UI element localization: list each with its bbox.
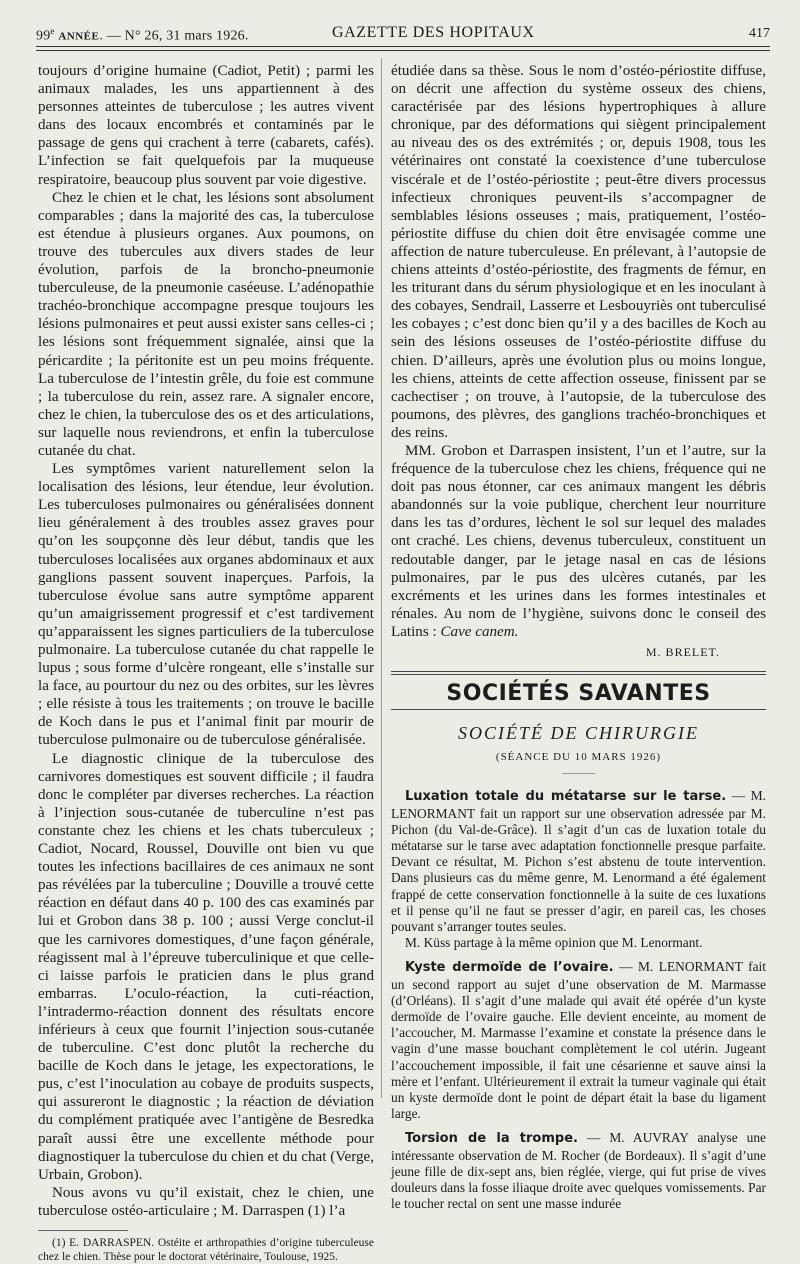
seance-date: (SÉANCE DU 10 MARS 1926) (495, 751, 662, 764)
footnote: (1) E. DARRASPEN. Ostéite et arthropathies d’origine tuberculeuse chez le chien. Thèse pour le doctorat vétérinaire, Toulouse, 1925. (38, 1237, 374, 1263)
report-kyste-text (391, 959, 766, 1122)
journal-title: GAZETTE DES HOPITAUX (332, 24, 535, 41)
report-body: — M. LENORMANT fait un rapport sur une observation adressée par M. Pichon (du Val-de-Grâce). Il s’agit d’un cas de luxation totale du métatarse sur le tarse avec adaptation fonctionnelle presque parfaite. Devant ce résultat, M. Pichon s’est abstenu de toute intervention. Dans plusieurs cas du même genre, M. Lenormand a été également frappé de cette conservation fonctionnelle à la suite de ces luxations et il pense qu’il ne faut se presser d’agir, en pareil cas, les choses pouvant s’arranger toutes seules. (391, 788, 767, 934)
issue-sup: e (50, 26, 55, 36)
right-column (391, 62, 766, 1220)
report-luxation (391, 788, 766, 951)
section-rule-2 (391, 674, 766, 675)
issue-annee: ANNÉE (58, 30, 100, 43)
issue-info (36, 26, 249, 45)
society-name: SOCIÉTÉ DE CHIRURGIE (458, 723, 699, 744)
issue-number: 99 (36, 28, 51, 44)
report-body: — M. AUVRAY analyse une intéressante observation de M. Rocher (de Bordeaux). Il s’agit d’une jeune fille de dix-sept ans, bien réglée, vierge, qui fut prise de vives douleurs dans la fosse iliaque droite avec quelques vomissements. Par le toucher rectal on sent une masse indurée (391, 1130, 766, 1212)
author-signature: M. BRELET. (645, 645, 720, 659)
header-rule-bottom (36, 50, 770, 51)
left-paragraph-4: Le diagnostic clinique de la tuberculose des carnivores domestiques est souvent difficile ; il faudra donc le compléter par diverses recherches. La réaction à l’injection sous-cutanée de tuberculine n’est pas constante chez les chiens et les chats tuberculeux ; Cadiot, Nocard, Roussel, Douville ont bien vu que toutes les infections bacillaires de ces animaux ne sont pas révélées par la tuberculine ; Douville a trouvé cette réaction en défaut dans 40 p. 100 des cas examinés par lui et Grobon dans 38 p. 100 ; aussi Verge conclut-il que les carnivores domestiques, d’une façon générale, réagissent mal à l’épreuve tuberculinique et que celle-ci laisse parfois le praticien dans le plus grand embarras. L’oculo-réaction, la cuti-réaction, l’intradermo-réaction donnent des résultats encore inférieurs à ceux que fournit l’injection sous-cutanée de tuberculine. C’est donc plutôt la recherche du bacille de Koch dans le jetage, les expectorations, le pus, c’est l’inoculation au cobaye de produits suspects, qui assureront le diagnostic ; la réaction de déviation du complément pratiquée avec l’antigène de Besredka paraît aussi être une excellente méthode pour diagnostiquer la tuberculose du chien et du chat (Verge, Urbain, Grobon). (38, 750, 374, 1183)
right-paragraph-1: étudiée dans sa thèse. Sous le nom d’ostéo-périostite diffuse, on décrit une affection du système osseux des chiens, caractérisée par des lésions hypertrophiques à allure chronique, par des déformations qui siègent principalement au niveau des os des extrémités ; or, depuis 1908, tous les vétérinaires ont constaté la coexistence d’une tuberculose viscérale et de l’ostéo-périostite ; peut-être divers processus infectieux chroniques peuvent-ils s’accompagner de semblables lésions osseuses ; mais, pratiquement, l’ostéo-périostite diffuse du chien doit être envisagée comme une affection de nature tuberculeuse. En prélevant, à l’autopsie de chiens atteints d’ostéo-périostite, des fragments de fémur, en les triturant dans du sérum physiologique et en les inoculant à des cobayes, Sendrail, Lasserre et Lesbouyriès ont tuberculisé les cobayes ; c’est donc bien qu’il y a des bacilles de Koch au sein des lésions osseuses de l’ostéo-périostite diffuse du chien. D’ailleurs, après une évolution plus ou moins longue, les chiens, atteints de cette affection osseuse, finissent par se cachectiser ; on trouve, à l’autopsie, de la tuberculose des poumons, des plèvres, des ganglions trachéo-bronchiques et des reins. (391, 63, 766, 441)
running-header (36, 22, 770, 44)
header-rule-top (36, 46, 770, 47)
section-title: SOCIÉTÉS SAVANTES (446, 681, 711, 707)
column-divider (381, 58, 382, 1098)
issue-date: . — N° 26, 31 mars 1926. (99, 28, 249, 44)
dash-separator: ——— (562, 767, 595, 780)
latin-quote: Cave canem. (440, 623, 519, 640)
report-heading: Luxation totale du métatarse sur le tarse. (405, 789, 727, 805)
report-body: — M. LENORMANT fait un second rapport au sujet d’une observation de M. Marmasse (d’Orléans). Il s’agit d’une malade qui avait été opérée d’un kyste dermoïde de l’ovaire gauche. Elle devient enceinte, au moment de l’accoucher, M. Marmasse l’examine et constate la présence dans le vagin d’une masse bouchant complètement le col utérin. Jugeant l’accouchement impossible, il fait une césarienne et sauve ainsi la mère et l’enfant. Ultérieurement il extrait la tumeur vaginale qui était un kyste dermoïde dont le point de départ était la base du ligament large. (391, 959, 766, 1122)
left-paragraph-1: toujours d’origine humaine (Cadiot, Petit) ; parmi les animaux malades, les uns appartiennent à des personnes atteintes de tuberculose ; les autres vivent dans des locaux encombrés et contaminés par le passage de gens qui crachent à terre (cabarets, cafés). L’infection se fait quelquefois par la muqueuse respiratoire, beaucoup plus souvent par voie digestive. (38, 63, 374, 188)
section-title-rule (391, 709, 766, 710)
right-paragraph-2-text: MM. Grobon et Darraspen insistent, l’un et l’autre, sur la fréquence de la tuberculose chez les chiens, fréquence qui ne doit pas nous étonner, car ces animaux mangent les débris abandonnés sur la voie publique, cherchent leur nourriture dans les tas d’ordures, lèchent le sol sur lequel des malades ont craché. Les chiens, devenus tuberculeux, constituent un redoutable danger, par le jetage nasal en cas de lésions pulmonaires, par le pus des ulcères cutanés, par les excréments et les urines dans les formes intestinales et rénales. Au nom de l’hygiène, suivons donc le conseil des Latins : (391, 442, 766, 640)
left-paragraph-3: Les symptômes varient naturellement selon la localisation des lésions, leur étendue, leur évolution. Les tuberculoses pulmonaires ou généralisées donnent lieu généralement à des troubles assez graves pour qu’on les soupçonne dès leur début, tandis que les tuberculoses localisées aux organes abdominaux et aux ganglions passent souvent inaperçues. Parfois, la tuberculose évolue sans autre symptôme apparent qu’un amaigrissement progressif et c’est tardivement qu’apparaissent les signes particuliers de la tuberculose pulmonaire. La tuberculose cutanée du chat rappelle le lupus ; sous forme d’ulcère rongeant, elle s’installe sur la face, au pourtour du nez ou des orbites, sur les lèvres ; elle résiste à tous les traitements ; on trouve le bacille de Koch dans le pus et l’animal finit par mourir de tuberculose pulmonaire ou de tuberculose généralisée. (38, 461, 374, 749)
report-heading: Kyste dermoïde de l’ovaire. (405, 960, 614, 976)
report-kyste (391, 959, 766, 1122)
report-luxation-text (391, 788, 766, 935)
left-paragraph-5: Nous avons vu qu’il existait, chez le chien, une tuberculose ostéo-articulaire ; M. Darraspen (1) l’a (38, 1184, 374, 1219)
left-column (38, 62, 374, 1264)
footnote-rule (38, 1230, 128, 1231)
right-paragraph-2 (391, 442, 766, 641)
left-paragraph-2: Chez le chien et le chat, les lésions sont absolument comparables ; dans la majorité des cas, la tuberculose est étendue à plusieurs organes. Aux poumons, on trouve des tubercules aux divers stades de leur évolution, parfois de la broncho-pneumonie tuberculeuse, de la pneumonie caséeuse. L’adénopathie trachéo-bronchique accompagne presque toujours les lésions pulmonaires et peut aussi exister sans celles-ci ; les lésions sont fréquemment signalée, ainsi que la péricardite ; la péritonite est un peu moins fréquente. La tuberculose de l’intestin grêle, du foie est commune ; la tuberculose du rein, assez rare. A signaler encore, chez le chien, la tuberculose des os et des articulations, sur laquelle nous reviendrons, et enfin la tuberculose cutanée du chat. (38, 189, 374, 459)
section-rule-1 (391, 671, 766, 672)
report-torsion (391, 1130, 766, 1212)
report-heading: Torsion de la trompe. (405, 1131, 578, 1147)
page-number: 417 (749, 26, 770, 41)
report-torsion-text (391, 1130, 766, 1212)
report-note: M. Küss partage à la même opinion que M. Lenormant. (405, 935, 703, 951)
